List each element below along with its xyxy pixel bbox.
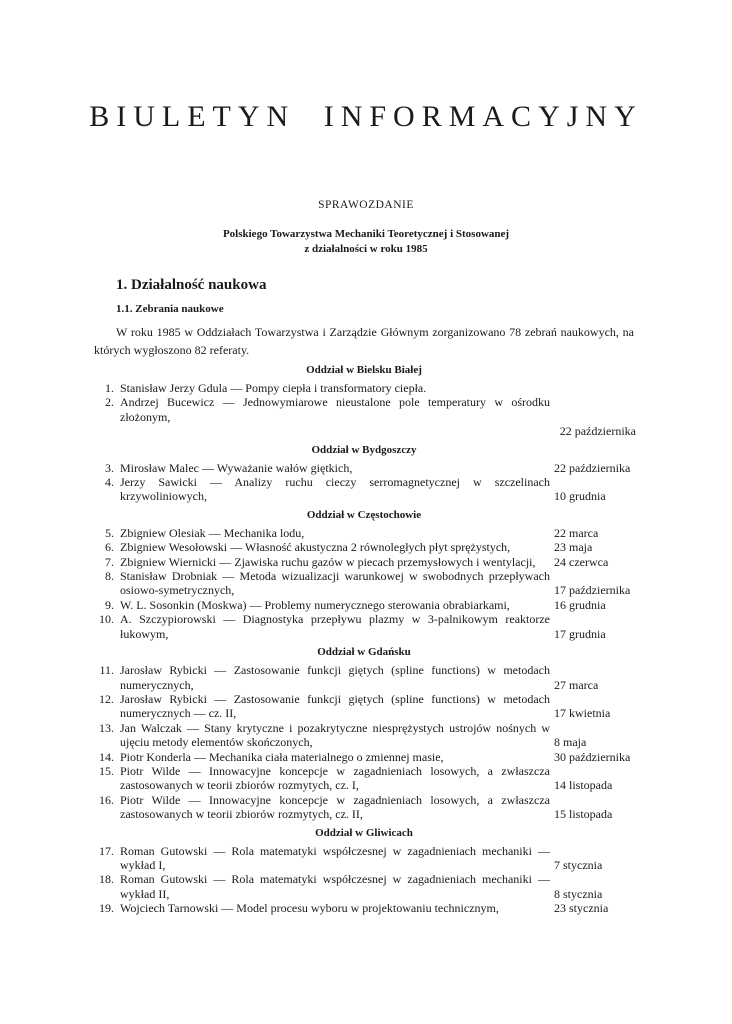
branch-heading: Oddział w Gdańsku [317,646,411,659]
report-heading: SPRAWOZDANIE [318,199,414,211]
entry-date: 27 marca [554,677,599,692]
entry-body [114,540,636,554]
lecture-entry [92,526,636,540]
subsection-title: 1.1. Zebrania naukowe [116,303,224,315]
entry-text: Piotr Wilde — Innowacyjne koncepcje w zagadnieniach losowych, a zwłaszcza zastosowanych w teorii zbiorów rozmytych, cz. II, [120,792,550,822]
entry-body [114,901,636,915]
lecture-entry [92,721,636,750]
entry-text: Andrzej Bucewicz — Jednowymiarowe nieustalone pole temperatury w ośrodku złożonym, [120,395,550,424]
entry-text: Roman Gutowski — Rola matematyki współczesnej w zagadnieniach mechaniki — wykład II, [120,872,550,901]
lecture-entry [92,395,636,438]
entry-number: 5. [105,525,114,540]
entry-body [114,721,636,750]
entry-text: Zbigniew Wiernicki — Zjawiska ruchu gazów w piecach przemysłowych i wentylacji, [120,554,536,569]
lecture-entry [92,692,636,721]
entry-date: 10 grudnia [554,489,606,504]
entry-text: Jarosław Rybicki — Zastosowanie funkcji giętych (spline functions) w metodach numerycznych, [120,663,550,692]
lecture-entry [92,555,636,569]
entry-body [114,793,636,822]
entry-text: Mirosław Malec — Wyważanie wałów giętkich, [120,460,353,475]
entry-body [114,381,636,395]
entry-body [114,612,636,641]
entry-date: 30 października [554,749,631,764]
entry-date: 22 października [554,460,631,475]
entry-number: 10. [99,612,114,627]
entry-date: 17 kwietnia [554,706,611,721]
entry-text: Roman Gutowski — Rola matematyki współczesnej w zagadnieniach mechaniki — wykład I, [120,843,550,872]
entry-number: 9. [105,597,114,612]
entry-body [114,872,636,901]
report-subtitle-line-2: z działalności w roku 1985 [304,243,428,255]
report-subtitle-line-1: Polskiego Towarzystwa Mechaniki Teoretycznej i Stosowanej [222,228,510,240]
entry-body [114,764,636,793]
entry-number: 7. [105,554,114,569]
lecture-entry [92,461,636,475]
lecture-entry [92,901,636,915]
lecture-entry [92,872,636,901]
entry-date: 24 czerwca [554,554,609,569]
entry-text: Stanisław Drobniak — Metoda wizualizacji warunkowej w swobodnych przepływach osiowo-symetrycznych, [120,569,550,598]
entry-text: Jerzy Sawicki — Analizy ruchu cieczy serromagnetycznej w szczelinach krzywoliniowych, [120,475,550,504]
lecture-entry [92,663,636,692]
branch-heading: Oddział w Częstochowie [306,508,422,521]
lecture-list [92,359,636,916]
entry-body [114,844,636,873]
entry-date: 22 października [559,424,636,439]
entry-body [114,598,636,612]
entry-number: 4. [105,475,114,490]
entry-date: 17 października [554,583,631,598]
entry-number: 16. [99,792,114,807]
entry-number: 12. [99,691,114,706]
entry-body [114,569,636,598]
entry-body [114,475,636,504]
entry-date: 23 stycznia [554,901,609,916]
entry-body [114,555,636,569]
lecture-entry [92,381,636,395]
entry-text: Stanisław Jerzy Gdula — Pompy ciepła i transformatory ciepła. [120,381,427,395]
branch-heading: Oddział w Bielsku Białej [306,364,422,376]
entry-body [114,692,636,721]
entry-text: Jarosław Rybicki — Zastosowanie funkcji giętych (spline functions) w metodach numerycznych — cz. II, [120,691,550,721]
entry-number: 1. [105,381,114,395]
branch-heading: Oddział w Bydgoszczy [311,443,417,456]
entry-text: Wojciech Tarnowski — Model procesu wyboru w projektowaniu technicznym, [120,901,499,916]
entry-date: 15 listopada [554,807,613,822]
entry-text: Jan Walczak — Stany krytyczne i pozakrytyczne niesprężystych ustrojów nośnych w ujęciu metody elementów skończonych, [120,720,550,750]
lecture-entry [92,569,636,598]
entry-date: 7 stycznia [554,857,603,872]
lecture-entry [92,598,636,612]
entry-number: 13. [99,720,114,735]
entry-number: 15. [99,763,114,778]
entry-body [114,526,636,540]
entry-text: Piotr Konderla — Mechanika ciała materialnego o zmiennej masie, [120,749,444,764]
entry-number: 19. [99,901,114,916]
entry-number: 3. [105,460,114,475]
entry-number: 14. [99,749,114,764]
entry-date: 8 stycznia [554,886,603,901]
entry-date: 23 maja [554,540,593,555]
entry-number: 8. [105,569,114,584]
entry-text: W. L. Sosonkin (Moskwa) — Problemy numerycznego sterowania obrabiarkami, [120,597,510,612]
lecture-entry [92,612,636,641]
entry-number: 18. [99,872,114,887]
entry-text: Zbigniew Wesołowski — Własność akustyczna 2 równoległych płyt sprężystych, [120,540,511,555]
entry-body [114,461,636,475]
lecture-entry [92,750,636,764]
entry-text: Zbigniew Olesiak — Mechanika lodu, [120,525,305,540]
entry-number: 11. [99,663,114,678]
lecture-entry [92,793,636,822]
lecture-entry [92,540,636,554]
entry-body [114,395,636,438]
lecture-entry [92,764,636,793]
entry-body [114,750,636,764]
entry-number: 6. [105,540,114,555]
branch-heading: Oddział w Gliwicach [315,826,413,839]
intro-paragraph: W roku 1985 w Oddziałach Towarzystwa i Zarządzie Głównym zorganizowano 78 zebrań naukowych, na których wygłoszono 82 referaty. [94,325,634,357]
entry-date: 8 maja [554,735,587,750]
entry-date: 16 grudnia [554,597,606,612]
entry-date: 17 grudnia [554,626,606,641]
lecture-entry [92,844,636,873]
entry-date: 22 marca [554,525,599,540]
entry-body [114,663,636,692]
entry-text: Piotr Wilde — Innowacyjne koncepcje w zagadnieniach losowych, a zwłaszcza zastosowanych w teorii zbiorów rozmytych, cz. I, [120,763,550,793]
entry-number: 2. [105,395,114,410]
entry-text: A. Szczypiorowski — Diagnostyka przepływu plazmy w 3-palnikowym reaktorze łukowym, [120,612,550,641]
entry-date: 14 listopada [554,778,613,793]
bulletin-title: BIULETYN INFORMACYJNY [89,100,643,133]
lecture-entry [92,475,636,504]
entry-number: 17. [99,843,114,858]
section-title: 1. Działalność naukowa [116,277,267,293]
